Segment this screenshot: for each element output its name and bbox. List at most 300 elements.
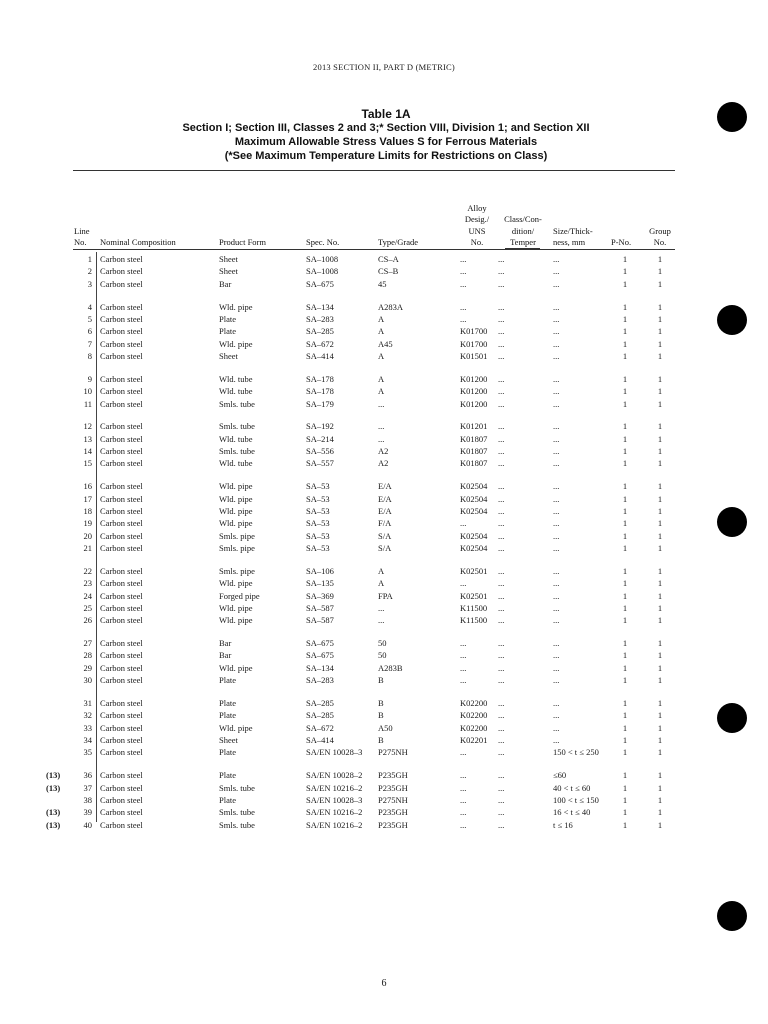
group-number: 1 xyxy=(657,373,663,384)
product-form: Wld. pipe xyxy=(219,615,253,626)
nominal-composition: Carbon steel xyxy=(100,602,143,613)
header-spec-no: Spec. No. xyxy=(306,237,340,247)
class-condition-temper: ... xyxy=(498,421,505,432)
type-grade: P235GH xyxy=(378,770,408,781)
size-thickness: ... xyxy=(553,350,560,361)
line-number: 37 xyxy=(83,782,92,793)
p-number: 1 xyxy=(622,421,628,432)
binder-hole xyxy=(717,901,747,931)
p-number: 1 xyxy=(622,638,628,649)
type-grade: A2 xyxy=(378,446,389,457)
class-condition-temper: ... xyxy=(498,505,505,516)
p-number: 1 xyxy=(622,543,628,553)
table-row xyxy=(0,313,768,325)
spec-number: SA–1008 xyxy=(306,254,339,264)
group-number: 1 xyxy=(657,530,663,541)
group-number: 1 xyxy=(657,782,663,793)
type-grade: ... xyxy=(378,602,385,613)
product-form: Bar xyxy=(219,650,232,661)
type-grade: ... xyxy=(378,615,385,626)
line-number: 16 xyxy=(83,481,92,492)
p-number: 1 xyxy=(622,650,628,661)
uns-number: K01200 xyxy=(460,386,488,397)
class-condition-temper: ... xyxy=(498,819,505,830)
nominal-composition: Carbon steel xyxy=(100,505,143,516)
class-condition-temper: ... xyxy=(498,446,505,457)
type-grade: E/A xyxy=(378,505,392,516)
uns-number: ... xyxy=(460,254,467,264)
binder-hole xyxy=(717,102,747,132)
size-thickness: ... xyxy=(553,722,560,733)
product-form: Wld. pipe xyxy=(219,301,253,312)
p-number: 1 xyxy=(622,518,628,529)
spec-number: SA–285 xyxy=(306,710,334,721)
table-row xyxy=(0,433,768,445)
nominal-composition: Carbon steel xyxy=(100,254,143,264)
uns-number: K02200 xyxy=(460,722,488,733)
p-number: 1 xyxy=(622,481,628,492)
p-number: 1 xyxy=(622,446,628,457)
size-thickness: ... xyxy=(553,481,560,492)
table-title-line2: Maximum Allowable Stress Values S for Ferrous Materials xyxy=(234,136,538,148)
uns-number: ... xyxy=(460,266,467,277)
product-form: Wld. tube xyxy=(219,386,253,397)
spec-number: SA–1008 xyxy=(306,266,339,277)
type-grade: A xyxy=(378,578,385,589)
line-number: 4 xyxy=(87,301,92,312)
group-number: 1 xyxy=(657,710,663,721)
group-number: 1 xyxy=(657,675,663,686)
table-row xyxy=(0,505,768,517)
class-condition-temper: ... xyxy=(498,543,505,553)
revision-mark: (13) xyxy=(46,782,61,793)
header-nominal-composition: Nominal Composition xyxy=(100,237,176,247)
spec-number: SA–283 xyxy=(306,675,334,686)
size-thickness: ... xyxy=(553,278,560,289)
header-alloy-1: Alloy xyxy=(467,203,487,213)
nominal-composition: Carbon steel xyxy=(100,638,143,649)
class-condition-temper: ... xyxy=(498,338,505,349)
size-thickness: ... xyxy=(553,518,560,529)
table-row xyxy=(0,278,768,290)
spec-number: SA–53 xyxy=(306,543,330,553)
uns-number: ... xyxy=(460,807,467,818)
table-row xyxy=(0,637,768,649)
nominal-composition: Carbon steel xyxy=(100,481,143,492)
line-number: 32 xyxy=(83,710,92,721)
type-grade: A xyxy=(378,373,385,384)
group-number: 1 xyxy=(657,313,663,324)
p-number: 1 xyxy=(622,615,628,626)
class-condition-temper: ... xyxy=(498,615,505,626)
product-form: Sheet xyxy=(219,254,238,264)
line-number: 26 xyxy=(83,615,92,626)
table-row xyxy=(0,420,768,432)
p-number: 1 xyxy=(622,819,628,830)
type-grade: S/A xyxy=(378,543,392,553)
revision-mark: (13) xyxy=(46,819,61,830)
class-condition-temper: ... xyxy=(498,313,505,324)
nominal-composition: Carbon steel xyxy=(100,350,143,361)
p-number: 1 xyxy=(622,398,628,409)
spec-number: SA–285 xyxy=(306,698,334,708)
group-number: 1 xyxy=(657,602,663,613)
class-condition-temper: ... xyxy=(498,698,505,708)
product-form: Wld. pipe xyxy=(219,481,253,492)
spec-number: SA–135 xyxy=(306,578,334,589)
class-condition-temper: ... xyxy=(498,602,505,613)
size-thickness: ... xyxy=(553,565,560,576)
line-number: 25 xyxy=(83,602,92,613)
uns-number: ... xyxy=(460,278,467,289)
group-number: 1 xyxy=(657,807,663,818)
table-row xyxy=(0,338,768,350)
spec-number: SA–53 xyxy=(306,530,330,541)
line-number: 21 xyxy=(83,543,92,553)
nominal-composition: Carbon steel xyxy=(100,313,143,324)
class-condition-temper: ... xyxy=(498,530,505,541)
line-number: 24 xyxy=(83,590,92,601)
size-thickness: ... xyxy=(553,543,560,553)
size-thickness: ... xyxy=(553,505,560,516)
line-number: 19 xyxy=(83,518,92,529)
spec-number: SA–192 xyxy=(306,421,334,432)
type-grade: CS–B xyxy=(378,266,399,277)
header-class-1: Class/Con- xyxy=(504,214,542,224)
spec-number: SA–556 xyxy=(306,446,334,457)
group-number: 1 xyxy=(657,747,663,758)
size-thickness: ... xyxy=(553,338,560,349)
nominal-composition: Carbon steel xyxy=(100,675,143,686)
p-number: 1 xyxy=(622,505,628,516)
line-number: 30 xyxy=(83,675,92,686)
p-number: 1 xyxy=(622,326,628,337)
nominal-composition: Carbon steel xyxy=(100,722,143,733)
group-number: 1 xyxy=(657,493,663,504)
table-row xyxy=(0,614,768,626)
spec-number: SA–214 xyxy=(306,433,334,444)
uns-number: K01807 xyxy=(460,446,488,457)
type-grade: ... xyxy=(378,398,385,409)
p-number: 1 xyxy=(622,458,628,469)
table-row xyxy=(0,480,768,492)
class-condition-temper: ... xyxy=(498,578,505,589)
uns-number: K01200 xyxy=(460,398,488,409)
p-number: 1 xyxy=(622,722,628,733)
product-form: Smls. pipe xyxy=(219,543,255,553)
p-number: 1 xyxy=(622,698,628,708)
nominal-composition: Carbon steel xyxy=(100,565,143,576)
uns-number: ... xyxy=(460,675,467,686)
uns-number: ... xyxy=(460,301,467,312)
group-number: 1 xyxy=(657,350,663,361)
p-number: 1 xyxy=(622,747,628,758)
spec-number: SA/EN 10216–2 xyxy=(306,819,363,830)
size-thickness: ... xyxy=(553,458,560,469)
uns-number: ... xyxy=(460,518,467,529)
type-grade: P275NH xyxy=(378,794,408,805)
product-form: Smls. tube xyxy=(219,446,255,457)
table-row xyxy=(0,769,768,781)
line-number: 35 xyxy=(83,747,92,758)
nominal-composition: Carbon steel xyxy=(100,794,143,805)
nominal-composition: Carbon steel xyxy=(100,386,143,397)
uns-number: K01200 xyxy=(460,373,488,384)
spec-number: SA–414 xyxy=(306,735,334,746)
product-form: Sheet xyxy=(219,350,238,361)
line-number: 1 xyxy=(87,254,92,264)
line-number: 9 xyxy=(87,373,92,384)
class-condition-temper: ... xyxy=(498,326,505,337)
uns-number: ... xyxy=(460,747,467,758)
table-row xyxy=(0,674,768,686)
class-condition-temper: ... xyxy=(498,662,505,673)
uns-number: K02504 xyxy=(460,530,488,541)
nominal-composition: Carbon steel xyxy=(100,770,143,781)
spec-number: SA–53 xyxy=(306,518,330,529)
table-row xyxy=(0,493,768,505)
p-number: 1 xyxy=(622,590,628,601)
product-form: Wld. pipe xyxy=(219,578,253,589)
spec-number: SA–178 xyxy=(306,373,334,384)
product-form: Smls. pipe xyxy=(219,565,255,576)
spec-number: SA–557 xyxy=(306,458,334,469)
line-number: 5 xyxy=(87,313,92,324)
p-number: 1 xyxy=(622,301,628,312)
class-condition-temper: ... xyxy=(498,481,505,492)
spec-number: SA–672 xyxy=(306,338,334,349)
table-row xyxy=(0,602,768,614)
header-group-2: No. xyxy=(653,237,667,247)
class-condition-temper: ... xyxy=(498,747,505,758)
group-number: 1 xyxy=(657,698,663,708)
table-row xyxy=(0,697,768,709)
spec-number: SA–675 xyxy=(306,650,334,661)
uns-number: ... xyxy=(460,819,467,830)
class-condition-temper: ... xyxy=(498,398,505,409)
uns-number: K02504 xyxy=(460,543,488,553)
class-condition-temper: ... xyxy=(498,373,505,384)
product-form: Plate xyxy=(219,747,236,758)
p-number: 1 xyxy=(622,254,628,264)
line-number: 13 xyxy=(83,433,92,444)
product-form: Wld. tube xyxy=(219,373,253,384)
type-grade: A283B xyxy=(378,662,403,673)
spec-number: SA–106 xyxy=(306,565,334,576)
table-row xyxy=(0,457,768,469)
size-thickness: ... xyxy=(553,602,560,613)
group-number: 1 xyxy=(657,770,663,781)
type-grade: A283A xyxy=(378,301,404,312)
class-condition-temper: ... xyxy=(498,710,505,721)
uns-number: ... xyxy=(460,794,467,805)
p-number: 1 xyxy=(622,338,628,349)
group-number: 1 xyxy=(657,543,663,553)
header-class-2: dition/ xyxy=(511,226,535,236)
spec-number: SA/EN 10216–2 xyxy=(306,807,363,818)
table-row xyxy=(0,709,768,721)
size-thickness: ... xyxy=(553,615,560,626)
header-class-3: Temper xyxy=(510,237,536,247)
size-thickness: ... xyxy=(553,710,560,721)
p-number: 1 xyxy=(622,266,628,277)
type-grade: A2 xyxy=(378,458,389,469)
nominal-composition: Carbon steel xyxy=(100,782,143,793)
uns-number: K01201 xyxy=(460,421,488,432)
size-thickness: ... xyxy=(553,254,560,264)
nominal-composition: Carbon steel xyxy=(100,278,143,289)
table-row xyxy=(0,373,768,385)
line-number: 11 xyxy=(83,398,92,409)
group-number: 1 xyxy=(657,578,663,589)
product-form: Wld. tube xyxy=(219,458,253,469)
product-form: Wld. pipe xyxy=(219,602,253,613)
p-number: 1 xyxy=(622,433,628,444)
nominal-composition: Carbon steel xyxy=(100,493,143,504)
size-thickness: ... xyxy=(553,735,560,746)
type-grade: E/A xyxy=(378,481,392,492)
binder-hole xyxy=(717,305,747,335)
group-number: 1 xyxy=(657,433,663,444)
class-condition-temper: ... xyxy=(498,770,505,781)
size-thickness: ... xyxy=(553,675,560,686)
type-grade: B xyxy=(378,735,384,746)
table-row xyxy=(0,722,768,734)
type-grade: F/A xyxy=(378,518,392,529)
line-number: 40 xyxy=(83,819,92,830)
line-number: 23 xyxy=(83,578,92,589)
type-grade: ... xyxy=(378,433,385,444)
p-number: 1 xyxy=(622,807,628,818)
class-condition-temper: ... xyxy=(498,735,505,746)
nominal-composition: Carbon steel xyxy=(100,615,143,626)
p-number: 1 xyxy=(622,602,628,613)
product-form: Plate xyxy=(219,326,236,337)
revision-mark: (13) xyxy=(46,807,61,818)
line-number: 8 xyxy=(87,350,92,361)
p-number: 1 xyxy=(622,794,628,805)
size-thickness: t ≤ 16 xyxy=(553,819,573,830)
uns-number: K11500 xyxy=(460,602,488,613)
type-grade: B xyxy=(378,675,384,686)
line-number: 10 xyxy=(83,386,92,397)
product-form: Plate xyxy=(219,710,236,721)
product-form: Smls. pipe xyxy=(219,530,255,541)
nominal-composition: Carbon steel xyxy=(100,338,143,349)
group-number: 1 xyxy=(657,735,663,746)
header-type-grade: Type/Grade xyxy=(378,237,418,247)
spec-number: SA–53 xyxy=(306,505,330,516)
product-form: Wld. pipe xyxy=(219,518,253,529)
line-number: 6 xyxy=(87,326,92,337)
table-row xyxy=(0,385,768,397)
size-thickness: ... xyxy=(553,493,560,504)
line-number: 38 xyxy=(83,794,92,805)
p-number: 1 xyxy=(622,278,628,289)
type-grade: A xyxy=(378,326,385,337)
type-grade: P235GH xyxy=(378,819,408,830)
table-row xyxy=(0,590,768,602)
type-grade: A xyxy=(378,565,385,576)
uns-number: K01807 xyxy=(460,458,488,469)
nominal-composition: Carbon steel xyxy=(100,421,143,432)
uns-number: ... xyxy=(460,782,467,793)
nominal-composition: Carbon steel xyxy=(100,266,143,277)
size-thickness: ... xyxy=(553,433,560,444)
line-number: 14 xyxy=(83,446,92,457)
nominal-composition: Carbon steel xyxy=(100,458,143,469)
class-condition-temper: ... xyxy=(498,565,505,576)
spec-number: SA–285 xyxy=(306,326,334,337)
size-thickness: ... xyxy=(553,590,560,601)
uns-number: K11500 xyxy=(460,615,488,626)
p-number: 1 xyxy=(622,662,628,673)
uns-number: K02504 xyxy=(460,481,488,492)
group-number: 1 xyxy=(657,819,663,830)
group-number: 1 xyxy=(657,386,663,397)
nominal-composition: Carbon steel xyxy=(100,590,143,601)
size-thickness: ... xyxy=(553,421,560,432)
uns-number: K02200 xyxy=(460,698,488,708)
line-number: 20 xyxy=(83,530,92,541)
uns-number: K02504 xyxy=(460,505,488,516)
spec-number: SA–53 xyxy=(306,493,330,504)
uns-number: K01700 xyxy=(460,326,488,337)
nominal-composition: Carbon steel xyxy=(100,698,143,708)
table-row xyxy=(0,649,768,661)
product-form: Wld. pipe xyxy=(219,505,253,516)
uns-number: ... xyxy=(460,313,467,324)
table-row xyxy=(0,517,768,529)
uns-number: ... xyxy=(460,578,467,589)
type-grade: S/A xyxy=(378,530,392,541)
header-size-1: Size/Thick- xyxy=(553,226,593,236)
type-grade: P235GH xyxy=(378,782,408,793)
group-number: 1 xyxy=(657,301,663,312)
size-thickness: ... xyxy=(553,373,560,384)
uns-number: ... xyxy=(460,638,467,649)
table-row xyxy=(0,301,768,313)
binder-hole xyxy=(717,703,747,733)
table-row xyxy=(0,734,768,746)
size-thickness: ... xyxy=(553,530,560,541)
size-thickness: 150 < t ≤ 250 xyxy=(553,747,599,758)
p-number: 1 xyxy=(622,578,628,589)
p-number: 1 xyxy=(622,782,628,793)
type-grade: B xyxy=(378,710,384,721)
nominal-composition: Carbon steel xyxy=(100,398,143,409)
class-condition-temper: ... xyxy=(498,638,505,649)
line-number: 22 xyxy=(83,565,92,576)
group-number: 1 xyxy=(657,505,663,516)
product-form: Wld. pipe xyxy=(219,722,253,733)
table-row xyxy=(0,398,768,410)
uns-number: K02504 xyxy=(460,493,488,504)
header-p-no: P-No. xyxy=(611,237,632,247)
product-form: Plate xyxy=(219,675,236,686)
type-grade: FPA xyxy=(378,590,393,601)
line-number: 15 xyxy=(83,458,92,469)
group-number: 1 xyxy=(657,326,663,337)
uns-number: ... xyxy=(460,770,467,781)
group-number: 1 xyxy=(657,338,663,349)
product-form: Forged pipe xyxy=(219,590,260,601)
size-thickness: ... xyxy=(553,266,560,277)
p-number: 1 xyxy=(622,493,628,504)
type-grade: A50 xyxy=(378,722,393,733)
type-grade: CS–A xyxy=(378,254,399,264)
product-form: Wld. pipe xyxy=(219,493,253,504)
